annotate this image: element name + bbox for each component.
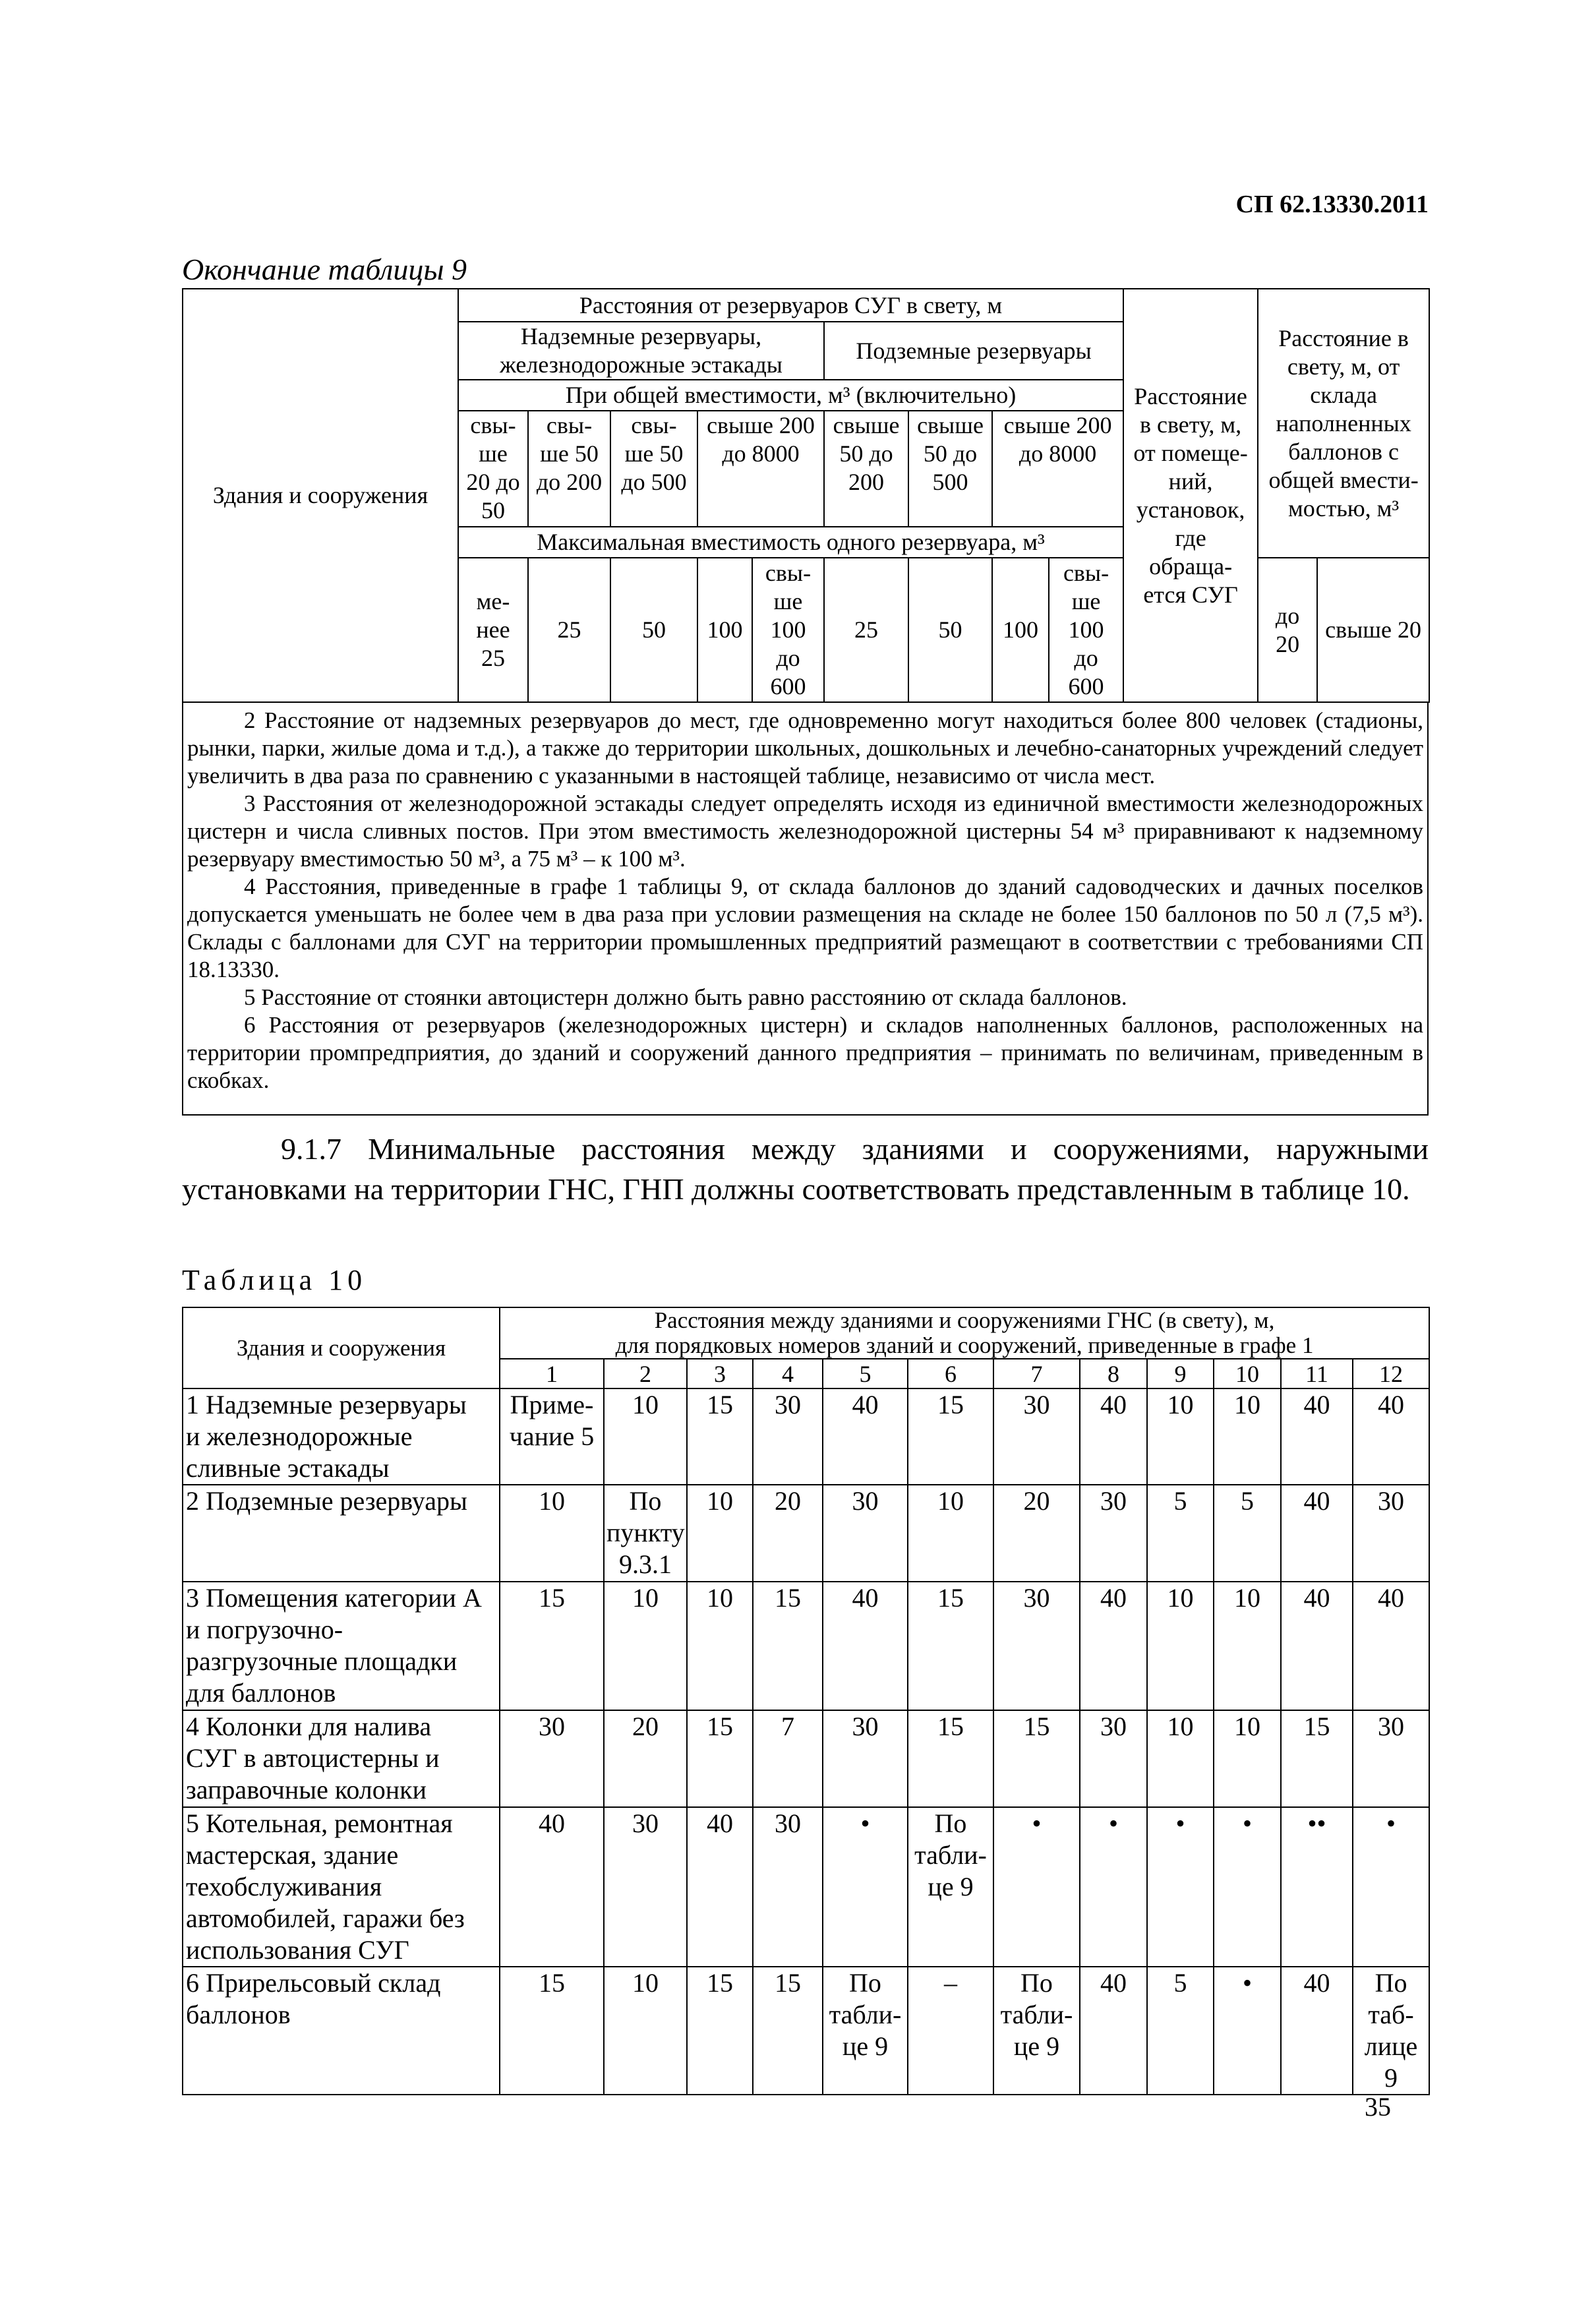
column-number: 6 — [908, 1359, 993, 1388]
distance-cell: 10 — [1147, 1388, 1214, 1485]
distance-cell: • — [1147, 1807, 1214, 1967]
distance-cell: 10 — [500, 1485, 604, 1582]
distance-cell: 15 — [908, 1388, 993, 1485]
underground-header: Подземные резервуары — [824, 322, 1123, 380]
distance-cell: 10 — [1214, 1710, 1281, 1807]
distance-cell: 30 — [753, 1388, 823, 1485]
page-number: 35 — [1365, 2092, 1391, 2122]
range-cell: свыше 200 до 8000 — [697, 411, 824, 527]
table-row — [183, 1967, 1429, 2095]
range-cell: свы- ше 20 до 50 — [458, 411, 528, 527]
note-4: 4 Расстояния, приведенные в графе 1 таблицы 9, от склада баллонов до зданий садоводческих и дачных поселков допускается уменьшать не более чем в два раза при условии размещения на складе не более 150 баллонов по 50 л (7,5 м³). Склады с баллонами для СУГ на территории промышленных предприятий размещают в соответствии с требованиями СП 18.13330. — [187, 874, 1423, 982]
max-value-cell: 25 — [824, 558, 908, 702]
table10 — [182, 1307, 1430, 2095]
distance-cell: • — [1214, 1807, 1281, 1967]
distance-cell: 30 — [753, 1807, 823, 1967]
table-row — [183, 1807, 1429, 1967]
max-value-cell: свы- ше 100 до 600 — [752, 558, 824, 702]
distance-cell: 10 — [908, 1485, 993, 1582]
col-premises: Расстояние в свету, м, от помеще- ний, установок, где обраща- ется СУГ — [1123, 289, 1258, 702]
distance-cell: 30 — [993, 1388, 1080, 1485]
distance-cell: 7 — [753, 1710, 823, 1807]
distance-cell: 15 — [500, 1582, 604, 1710]
table-row — [183, 1710, 1429, 1807]
distance-cell: 40 — [1080, 1388, 1147, 1485]
distance-cell: 30 — [1353, 1485, 1429, 1582]
distance-cell: • — [823, 1807, 908, 1967]
max-value-cell: 50 — [908, 558, 992, 702]
distance-cell: Приме- чание 5 — [500, 1388, 604, 1485]
range-cell: свы- ше 50 до 500 — [610, 411, 697, 527]
distance-cell: 15 — [1281, 1710, 1353, 1807]
max-value-cell: 50 — [610, 558, 697, 702]
distance-cell: 30 — [823, 1485, 908, 1582]
max-value-cell: 100 — [697, 558, 752, 702]
table-row — [183, 1485, 1429, 1582]
max-capacity-header: Максимальная вместимость одного резервуара, м³ — [458, 527, 1123, 558]
distance-cell: 15 — [500, 1967, 604, 2095]
distance-cell: 30 — [500, 1710, 604, 1807]
distance-cell: 15 — [687, 1710, 753, 1807]
distance-cell: 40 — [1353, 1388, 1429, 1485]
table9-caption: Окончание таблицы 9 — [182, 253, 467, 286]
distance-cell: 15 — [908, 1582, 993, 1710]
col-buildings: Здания и сооружения — [183, 1307, 500, 1388]
row-label: 6 Прирельсовый склад баллонов — [183, 1967, 500, 2095]
distance-cell: 15 — [753, 1967, 823, 2095]
column-number: 10 — [1214, 1359, 1281, 1388]
distance-cell: 5 — [1147, 1967, 1214, 2095]
distance-cell: 10 — [687, 1485, 753, 1582]
column-number: 9 — [1147, 1359, 1214, 1388]
distance-cell: •• — [1281, 1807, 1353, 1967]
range-cell: свыше 200 до 8000 — [992, 411, 1123, 527]
distance-cell: – — [908, 1967, 993, 2095]
distance-cell: 15 — [993, 1710, 1080, 1807]
column-number: 3 — [687, 1359, 753, 1388]
paragraph-9-1-7: 9.1.7 Минимальные расстояния между зданиями и сооружениями, наружными установками на территории ГНС, ГНП должны соответствовать представленным в таблице 10. — [182, 1132, 1429, 1206]
row-label: 1 Надземные резервуары и железнодорожные сливные эстакады — [183, 1388, 500, 1485]
distance-cell: 20 — [993, 1485, 1080, 1582]
distance-cell: 30 — [1080, 1485, 1147, 1582]
distance-cell: 30 — [993, 1582, 1080, 1710]
column-number: 8 — [1080, 1359, 1147, 1388]
range-cell: свыше 50 до 500 — [908, 411, 992, 527]
distance-cell: • — [1353, 1807, 1429, 1967]
distance-cell: • — [993, 1807, 1080, 1967]
distance-cell: 15 — [687, 1388, 753, 1485]
distance-cell: 40 — [687, 1807, 753, 1967]
note-5: 5 Расстояние от стоянки автоцистерн должно быть равно расстоянию от склада баллонов. — [244, 984, 1127, 1010]
column-number: 4 — [753, 1359, 823, 1388]
distance-cell: 40 — [1281, 1485, 1353, 1582]
distance-cell: 10 — [604, 1388, 687, 1485]
range-cell: свы- ше 50 до 200 — [528, 411, 610, 527]
distance-cell: • — [1214, 1967, 1281, 2095]
distance-cell: 40 — [823, 1582, 908, 1710]
distance-cell: 40 — [1281, 1967, 1353, 2095]
distance-cell: 15 — [753, 1582, 823, 1710]
distance-cell: 20 — [604, 1710, 687, 1807]
column-number: 2 — [604, 1359, 687, 1388]
distance-cell: 5 — [1214, 1485, 1281, 1582]
max-value-cell: ме- нее 25 — [458, 558, 528, 702]
max-value-cell: свы- ше 100 до 600 — [1049, 558, 1123, 702]
distance-cell: 10 — [1214, 1388, 1281, 1485]
range-cell: свыше 50 до 200 — [824, 411, 908, 527]
distance-cell: • — [1080, 1807, 1147, 1967]
distance-cell: 20 — [753, 1485, 823, 1582]
warehouse-value-cell: свыше 20 — [1317, 558, 1429, 702]
row-label: 5 Котельная, ремонтная мастерская, здание техобслуживания автомобилей, гаражи без использования СУГ — [183, 1807, 500, 1967]
table9-notes — [182, 701, 1429, 1116]
row-label: 3 Помещения категории А и погрузочно- разгрузочные площадки для баллонов — [183, 1582, 500, 1710]
warehouse-value-cell: до 20 — [1258, 558, 1317, 702]
aboveground-header: Надземные резервуары, железнодорожные эстакады — [458, 322, 824, 380]
distance-cell: 5 — [1147, 1485, 1214, 1582]
note-2: 2 Расстояние от надземных резервуаров до мест, где одновременно могут находиться более 800 человек (стадионы, рынки, парки, жилые дома и т.д.), а также до территории школьных, дошкольных и лечебно-санаторных учреждений следует увеличить в два раза по сравнению с указанными в настоящей таблице, независимо от числа мест. — [187, 707, 1423, 789]
distance-cell: 40 — [1353, 1582, 1429, 1710]
table10-caption: Таблица 10 — [182, 1264, 367, 1296]
distance-cell: 30 — [604, 1807, 687, 1967]
distance-cell: 10 — [1147, 1582, 1214, 1710]
column-number: 1 — [500, 1359, 604, 1388]
distance-cell: 10 — [1147, 1710, 1214, 1807]
distance-cell: 15 — [687, 1967, 753, 2095]
distance-cell: 30 — [823, 1710, 908, 1807]
distance-cell: 15 — [908, 1710, 993, 1807]
distance-cell: 40 — [1080, 1582, 1147, 1710]
distance-cell: По таб- лице 9 — [1353, 1967, 1429, 2095]
max-value-cell: 25 — [528, 558, 610, 702]
row-label: 4 Колонки для налива СУГ в автоцистерны и заправочные колонки — [183, 1710, 500, 1807]
table-row — [183, 1582, 1429, 1710]
distance-cell: По табли- це 9 — [908, 1807, 993, 1967]
distance-cell: 10 — [1214, 1582, 1281, 1710]
table9 — [182, 288, 1430, 703]
note-6: 6 Расстояния от резервуаров (железнодорожных цистерн) и складов наполненных баллонов, расположенных на территории промпредприятия, до зданий и сооружений данного предприятия – принимать по величинам, приведенным в скобках. — [187, 1012, 1423, 1093]
total-capacity-header: При общей вместимости, м³ (включительно) — [458, 380, 1123, 411]
max-value-cell: 100 — [992, 558, 1049, 702]
distance-cell: 10 — [604, 1582, 687, 1710]
distance-cell: По табли- це 9 — [823, 1967, 908, 2095]
distance-cell: 40 — [1281, 1388, 1353, 1485]
distance-cell: По табли- це 9 — [993, 1967, 1080, 2095]
distance-cell: 40 — [500, 1807, 604, 1967]
group-distances: Расстояния от резервуаров СУГ в свету, м — [458, 289, 1123, 322]
table-row — [183, 1388, 1429, 1485]
row-label: 2 Подземные резервуары — [183, 1485, 500, 1582]
distance-cell: 30 — [1080, 1710, 1147, 1807]
column-number: 5 — [823, 1359, 908, 1388]
distance-cell: 10 — [604, 1967, 687, 2095]
distance-cell: 40 — [1281, 1582, 1353, 1710]
note-3: 3 Расстояния от железнодорожной эстакады следует определять исходя из единичной вместимости железнодорожных цистерн и числа сливных постов. При этом вместимость железнодорожной цистерны 54 м³ приравнивают к надземному резервуару вместимостью 50 м³, а 75 м³ – к 100 м³. — [187, 791, 1423, 872]
column-number: 7 — [993, 1359, 1080, 1388]
column-number: 12 — [1353, 1359, 1429, 1388]
distance-cell: 30 — [1353, 1710, 1429, 1807]
group-header: Расстояния между зданиями и сооружениями ГНС (в свету), м, для порядковых номеров зданий и сооружений, приведенные в графе 1 — [500, 1307, 1429, 1359]
col-warehouse: Расстояние в свету, м, от склада наполненных баллонов с общей вмести- мостью, м³ — [1258, 289, 1429, 558]
distance-cell: 40 — [1080, 1967, 1147, 2095]
col-buildings: Здания и сооружения — [183, 289, 458, 702]
column-number: 11 — [1281, 1359, 1353, 1388]
document-code: СП 62.13330.2011 — [1235, 191, 1429, 218]
distance-cell: 40 — [823, 1388, 908, 1485]
distance-cell: По пункту 9.3.1 — [604, 1485, 687, 1582]
distance-cell: 10 — [687, 1582, 753, 1710]
